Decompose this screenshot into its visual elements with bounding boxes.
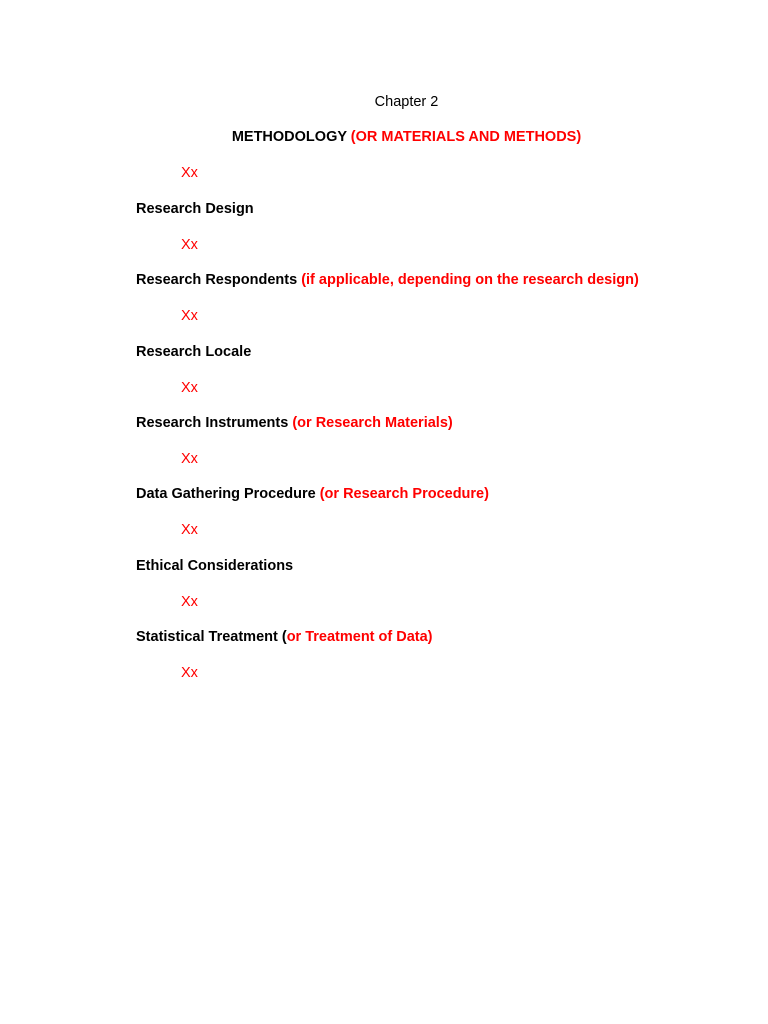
section-placeholder: Xx (181, 308, 198, 324)
section-heading-note: (or Research Procedure) (319, 486, 489, 502)
section-heading-text: Ethical Considerations (136, 558, 294, 574)
section-heading-text: Data Gathering Procedure (136, 486, 316, 502)
section-heading (136, 414, 453, 432)
section-heading (136, 200, 254, 218)
chapter-title (0, 128, 768, 146)
section-heading-note: (or Research Materials) (292, 415, 453, 431)
section-heading-note: or Treatment of Data) (286, 629, 433, 645)
section-placeholder: Xx (181, 522, 198, 538)
section-heading-text: Research Design (136, 201, 254, 217)
chapter-title-note: (OR MATERIALS AND METHODS) (350, 129, 582, 145)
section-heading (136, 271, 639, 289)
section-placeholder: Xx (181, 665, 198, 681)
section-heading (136, 557, 293, 575)
section-placeholder: Xx (181, 594, 198, 610)
section-placeholder: Xx (181, 237, 198, 253)
intro-placeholder: Xx (181, 165, 198, 181)
section-placeholder: Xx (181, 380, 198, 396)
section-heading-text: Research Locale (136, 344, 252, 360)
section-heading-text: Statistical Treatment ( (136, 629, 287, 645)
section-heading-note: (if applicable, depending on the research design) (301, 272, 639, 288)
section-heading (136, 485, 489, 503)
chapter-label-text: Chapter 2 (374, 94, 439, 110)
chapter-label (0, 93, 768, 111)
section-placeholder: Xx (181, 451, 198, 467)
section-heading (136, 628, 433, 646)
section-heading (136, 343, 251, 361)
chapter-title-main: METHODOLOGY (231, 129, 347, 145)
section-heading-text: Research Respondents (136, 272, 298, 288)
section-heading-text: Research Instruments (136, 415, 289, 431)
